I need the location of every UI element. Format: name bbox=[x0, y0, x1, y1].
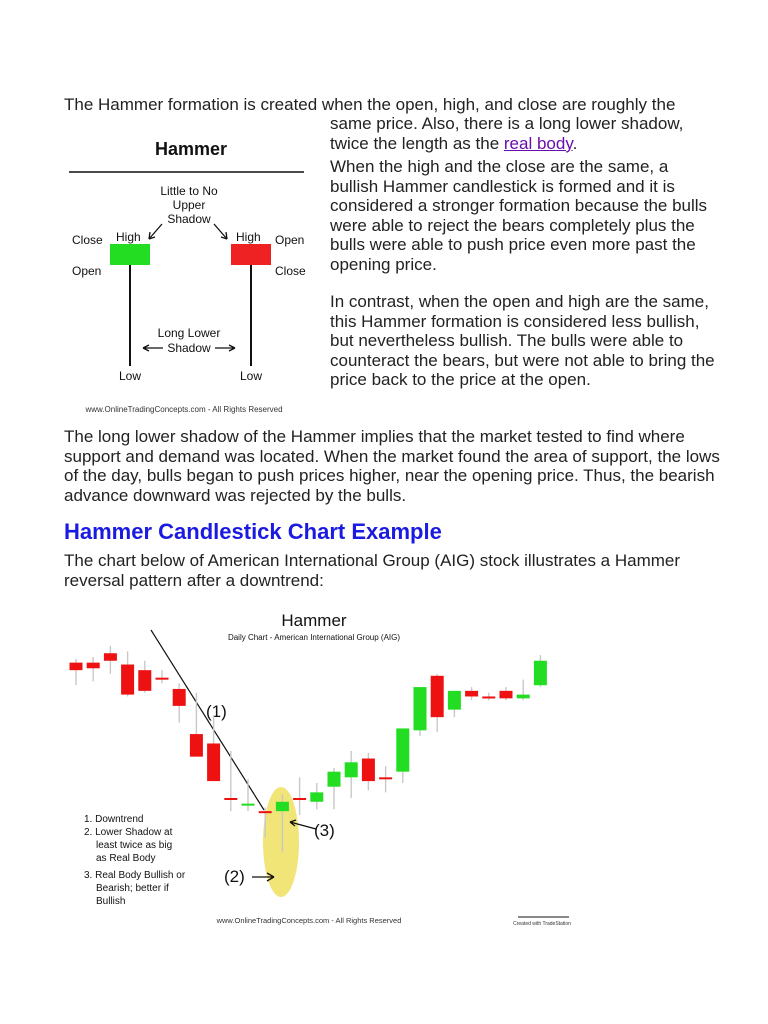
candle-body bbox=[396, 728, 409, 771]
lower-shadow-label-1: Long Lower bbox=[157, 326, 221, 340]
left-high-label: High bbox=[116, 230, 141, 244]
upper-shadow-arrow-left bbox=[149, 224, 162, 239]
bullish-hammer-body bbox=[110, 244, 150, 265]
chart-title: Hammer bbox=[281, 611, 347, 630]
candle-body bbox=[345, 762, 358, 777]
intro-continued bbox=[330, 114, 720, 153]
intro-cont-end: . bbox=[572, 133, 578, 153]
paragraph-high-close: When the high and the close are the same, a bullish Hammer candlestick is formed and it is considered a stronger formation because the bulls were able to reject the bears completely plus the bulls were able to push price even more past the opening price. bbox=[330, 157, 708, 274]
paragraph-chart-intro: The chart below of American International Group (AIG) stock illustrates a Hammer reversal pattern after a downtrend: bbox=[64, 551, 681, 590]
lower-shadow-arrow-right bbox=[215, 345, 235, 351]
aig-candlestick-chart bbox=[64, 605, 571, 930]
candle-body bbox=[156, 678, 169, 680]
callout-label-1: (1) bbox=[206, 702, 227, 721]
callout-label-3: (3) bbox=[314, 821, 335, 840]
legend-item-1: 1. Downtrend bbox=[84, 814, 144, 825]
candle-body bbox=[121, 665, 134, 695]
left-low-label: Low bbox=[118, 369, 142, 383]
candle-body bbox=[259, 811, 272, 813]
lower-shadow-arrow-left bbox=[143, 345, 163, 351]
candle-body bbox=[276, 802, 289, 811]
candle-body bbox=[207, 743, 220, 781]
legend-item-3-line-2: Bearish; better if bbox=[96, 883, 169, 894]
legend-item-2-line-1: 2. Lower Shadow at bbox=[84, 827, 173, 838]
candle-body bbox=[138, 670, 151, 691]
upper-shadow-arrow-right bbox=[214, 224, 227, 239]
candle-body bbox=[328, 772, 341, 787]
candle-body bbox=[465, 691, 478, 697]
legend-item-2-line-3: as Real Body bbox=[96, 853, 156, 864]
left-close-label: Close bbox=[72, 233, 103, 247]
candle-body bbox=[104, 653, 117, 661]
lower-shadow-label-2: Shadow bbox=[167, 341, 211, 355]
right-close-label: Close bbox=[275, 264, 306, 278]
created-with-label: Created with TradeStation bbox=[513, 921, 571, 927]
left-open-label: Open bbox=[72, 264, 102, 278]
candle-body bbox=[448, 691, 461, 710]
real-body-link[interactable]: real body bbox=[503, 133, 573, 153]
upper-shadow-label-2: Upper bbox=[172, 198, 206, 212]
hammer-diagram bbox=[64, 128, 318, 418]
candle-body bbox=[414, 687, 427, 730]
upper-shadow-label-3: Shadow bbox=[167, 212, 211, 226]
candle-body bbox=[500, 691, 513, 699]
intro-cont-text: same price. Also, there is a long lower shadow, twice the length as the bbox=[330, 114, 684, 153]
candle-body bbox=[482, 696, 495, 698]
candle-body bbox=[87, 663, 100, 669]
candle-body bbox=[517, 695, 530, 699]
candle-body bbox=[190, 734, 203, 757]
right-high-label: High bbox=[236, 230, 261, 244]
candle-body bbox=[293, 798, 306, 800]
candle-body bbox=[379, 777, 392, 779]
candle-body bbox=[70, 663, 83, 671]
callout-label-2: (2) bbox=[224, 867, 245, 886]
diagram-copyright: www.OnlineTradingConcepts.com - All Rights Reserved bbox=[85, 405, 283, 414]
legend-item-3-line-3: Bullish bbox=[96, 896, 126, 907]
diagram-title: Hammer bbox=[154, 139, 228, 159]
right-open-label: Open bbox=[275, 233, 305, 247]
upper-shadow-label-1: Little to No bbox=[160, 184, 218, 198]
chart-copyright: www.OnlineTradingConcepts.com - All Rights Reserved bbox=[216, 916, 402, 925]
paragraph-contrast: In contrast, when the open and high are the same, this Hammer formation is considered less bullish, but nevertheless bullish. The bulls were able to counteract the bears, but were not able to bring the price back to the price at the open. bbox=[330, 292, 715, 390]
candle-body bbox=[242, 804, 255, 806]
candle-body bbox=[310, 792, 323, 801]
candle-body bbox=[362, 759, 375, 782]
bearish-hammer-body bbox=[231, 244, 271, 265]
right-low-label: Low bbox=[239, 369, 263, 383]
paragraph-lower-shadow: The long lower shadow of the Hammer implies that the market tested to find where support and demand was located. When the market found the area of support, the lows of the day, bulls began to push prices higher, near the opening price. Thus, the bearish advance downward was rejected by the bulls. bbox=[64, 427, 720, 505]
chart-subtitle: Daily Chart - American International Group (AIG) bbox=[227, 633, 401, 642]
section-heading: Hammer Candlestick Chart Example bbox=[64, 519, 442, 544]
candle-body bbox=[224, 798, 237, 800]
intro-line: The Hammer formation is created when the open, high, and close are roughly the bbox=[64, 95, 676, 114]
candle-body bbox=[173, 689, 186, 706]
legend-item-2-line-2: least twice as big bbox=[96, 840, 173, 851]
candle-body bbox=[431, 676, 444, 717]
candle-body bbox=[534, 661, 547, 685]
legend-item-3-line-1: 3. Real Body Bullish or bbox=[84, 870, 186, 881]
